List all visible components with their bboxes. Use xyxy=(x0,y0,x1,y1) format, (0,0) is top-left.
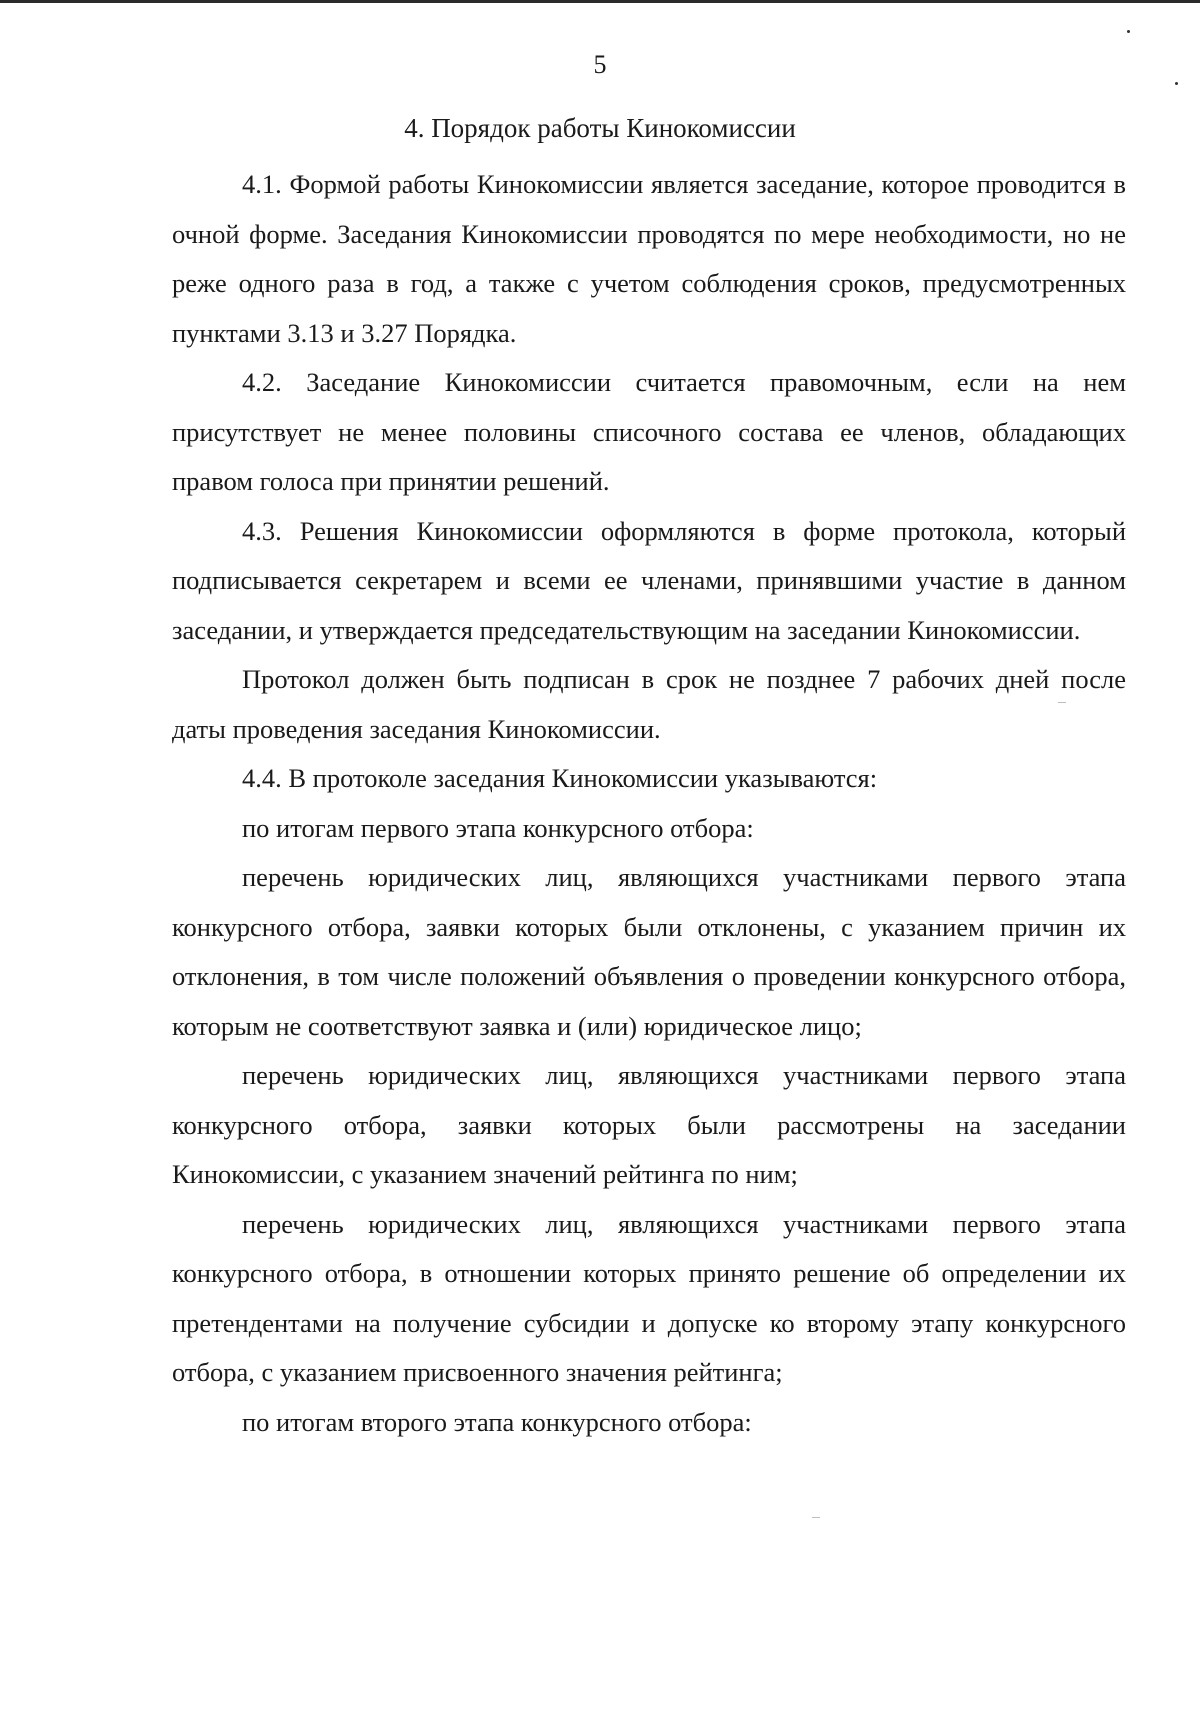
list-item-reviewed: перечень юридических лиц, являющихся участниками первого этапа конкурсного отбора, заявки которых были рассмотрены на заседании Кинокомиссии, с указанием значений рейтинга по ним; xyxy=(172,1060,1126,1189)
list-item-rejected: перечень юридических лиц, являющихся участниками первого этапа конкурсного отбора, заявки которых были отклонены, с указанием причин их отклонения, в том числе положений объявления о проведении конкурсного отбора, которым не соответствуют заявка и (или) юридическое лицо; xyxy=(172,862,1126,1041)
scan-speck xyxy=(1127,30,1130,33)
scan-edge-line xyxy=(0,0,1200,3)
scan-artifact xyxy=(1058,702,1066,703)
page-number: 5 xyxy=(593,50,607,79)
section-title: 4. Порядок работы Кинокомиссии xyxy=(404,113,796,143)
scan-speck xyxy=(1175,82,1178,85)
paragraph-second-stage-heading: по итогам второго этапа конкурсного отбора: xyxy=(242,1406,752,1437)
paragraph-4-1: 4.1. Формой работы Кинокомиссии является заседание, которое проводится в очной форме. Заседания Кинокомиссии проводятся по мере необходимости, но не реже одного раза в год, а также с учетом соблюдения сроков, предусмотренных пунктами 3.13 и 3.27 Порядка. xyxy=(172,169,1126,348)
paragraph-protocol-signing: Протокол должен быть подписан в срок не позднее 7 рабочих дней после даты проведения заседания Кинокомиссии. xyxy=(172,664,1126,744)
document-body xyxy=(172,160,1126,1447)
scan-artifact xyxy=(812,1517,820,1518)
paragraph-first-stage-heading: по итогам первого этапа конкурсного отбора: xyxy=(242,812,754,843)
paragraph-4-4: 4.4. В протоколе заседания Кинокомиссии указываются: xyxy=(242,763,878,793)
paragraph-4-3: 4.3. Решения Кинокомиссии оформляются в форме протокола, который подписывается секретарем и всеми ее членами, принявшими участие в данном заседании, и утверждается председательствующим на заседании Кинокомиссии. xyxy=(172,515,1126,645)
list-item-admitted: перечень юридических лиц, являющихся участниками первого этапа конкурсного отбора, в отношении которых принято решение об определении их претендентами на получение субсидии и допуске ко второму этапу конкурсного отбора, с указанием присвоенного значения рейтинга; xyxy=(172,1208,1126,1387)
paragraph-4-2: 4.2. Заседание Кинокомиссии считается правомочным, если на нем присутствует не менее половины списочного состава ее членов, обладающих правом голоса при принятии решений. xyxy=(172,367,1126,496)
